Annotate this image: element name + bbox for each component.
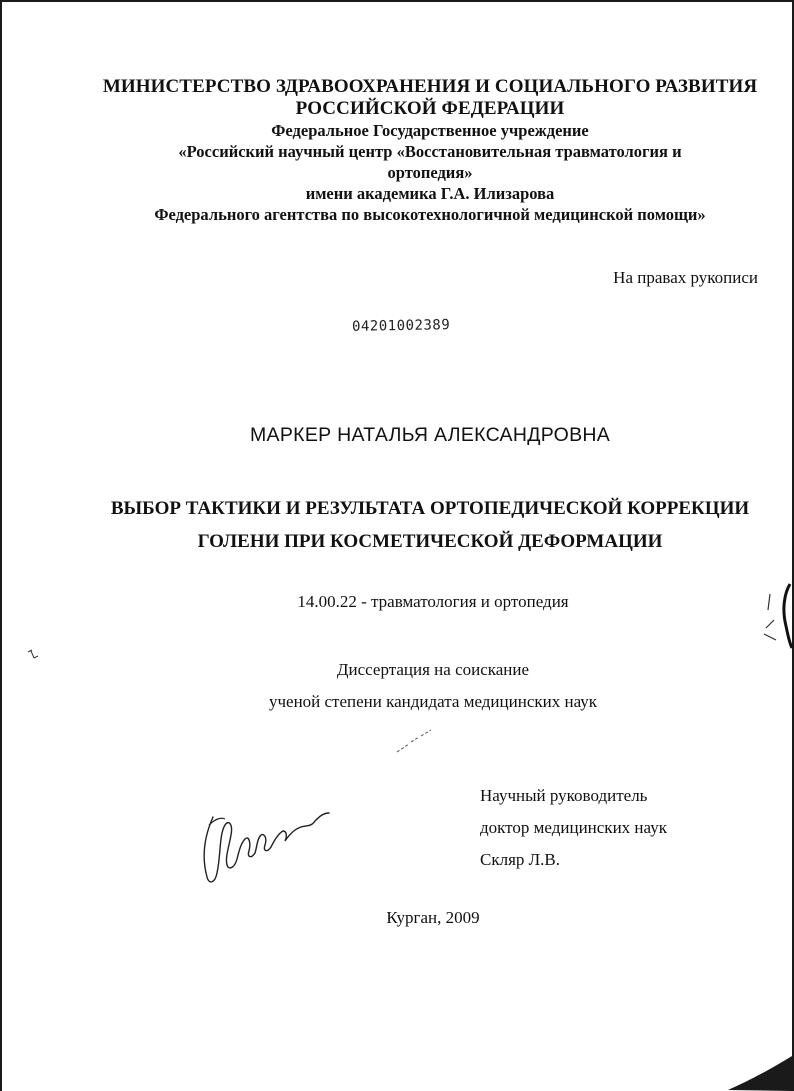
- supervisor-role: Научный руководитель: [480, 786, 648, 805]
- ministry-line-2: РОССИЙСКОЙ ФЕДЕРАЦИИ: [295, 98, 565, 119]
- specialty-code: 14.00.22 - травматология и ортопедия: [297, 592, 569, 611]
- title-line-1: ВЫБОР ТАКТИКИ И РЕЗУЛЬТАТА ОРТОПЕДИЧЕСКОЙ КОРРЕКЦИИ: [110, 498, 750, 519]
- named-after: имени академика Г.А. Илизарова: [305, 184, 555, 203]
- center-name-line-1: «Российский научный центр «Восстановительная травматология и: [178, 142, 682, 161]
- degree-line-1: Диссертация на соискание: [336, 660, 530, 679]
- institution-type: Федеральное Государственное учреждение: [271, 121, 589, 140]
- center-name-line-2: ортопедия»: [387, 163, 473, 182]
- scan-border-top: [0, 0, 794, 2]
- dissertation-title: [60, 492, 794, 558]
- degree-statement: [0, 654, 794, 718]
- agency-name: Федерального агентства по высокотехнологичной медицинской помощи»: [154, 205, 706, 224]
- institution-header: [60, 76, 794, 225]
- page-corner-mark: [726, 1052, 794, 1091]
- ministry-line-1: МИНИСТЕРСТВО ЗДРАВООХРАНЕНИЯ И СОЦИАЛЬНОГО РАЗВИТИЯ: [102, 76, 758, 97]
- supervisor-block: [480, 780, 667, 876]
- margin-binding-mark: [756, 580, 794, 650]
- author-signature: [195, 795, 335, 890]
- archive-number: 04201002389: [351, 317, 451, 335]
- title-line-2: ГОЛЕНИ ПРИ КОСМЕТИЧЕСКОЙ ДЕФОРМАЦИИ: [197, 531, 663, 552]
- supervisor-name: Скляр Л.В.: [480, 850, 561, 869]
- degree-line-2: ученой степени кандидата медицинских наук: [268, 692, 598, 711]
- author-name: МАРКЕР НАТАЛЬЯ АЛЕКСАНДРОВНА: [250, 424, 611, 446]
- city-year: Курган, 2009: [386, 908, 480, 927]
- rights-note: На правах рукописи: [613, 268, 758, 287]
- pen-stroke-mark: [395, 728, 435, 754]
- supervisor-degree: доктор медицинских наук: [480, 818, 667, 837]
- margin-speck: [26, 648, 40, 662]
